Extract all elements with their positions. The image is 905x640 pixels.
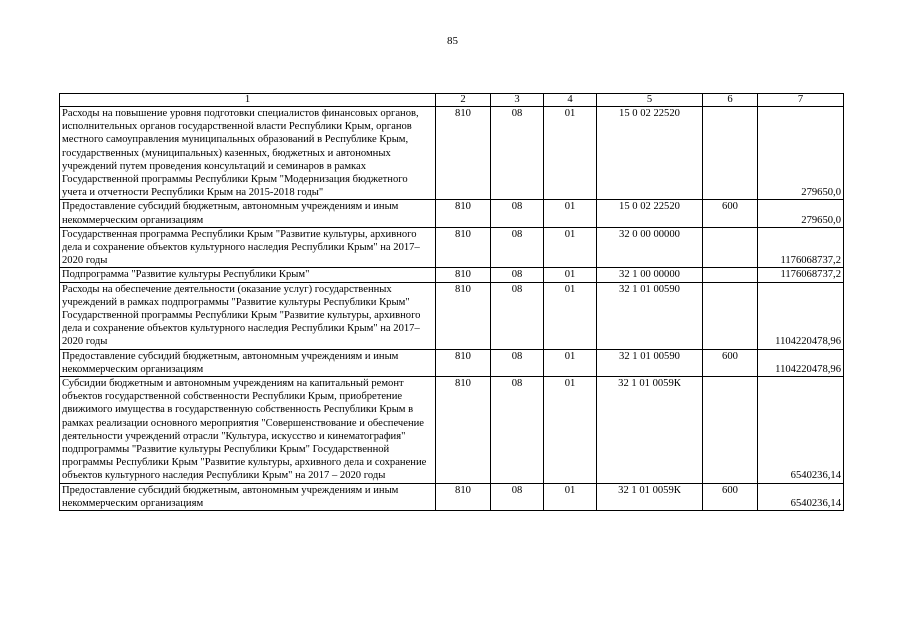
expense-name: Предоставление субсидий бюджетным, автономным учреждениям и иным некоммерческим организациям	[60, 483, 436, 510]
expense-name: Подпрограмма "Развитие культуры Республики Крым"	[60, 268, 436, 282]
expense-name: Предоставление субсидий бюджетным, автономным учреждениям и иным некоммерческим организациям	[60, 200, 436, 227]
column-header: 2	[436, 94, 491, 107]
column-header: 3	[491, 94, 544, 107]
amount: 279650,0	[758, 107, 844, 200]
table-row	[60, 349, 844, 376]
subsection-code: 01	[544, 282, 597, 349]
section-code: 08	[491, 268, 544, 282]
expense-type-code	[703, 227, 758, 268]
expense-type-code: 600	[703, 200, 758, 227]
budget-table	[59, 93, 844, 511]
table-row	[60, 377, 844, 484]
column-header: 5	[597, 94, 703, 107]
expense-name: Предоставление субсидий бюджетным, автономным учреждениям и иным некоммерческим организациям	[60, 349, 436, 376]
table-body	[60, 94, 844, 511]
amount: 6540236,14	[758, 483, 844, 510]
section-code: 08	[491, 377, 544, 484]
subsection-code: 01	[544, 483, 597, 510]
table-row	[60, 227, 844, 268]
ministry-code: 810	[436, 227, 491, 268]
section-code: 08	[491, 107, 544, 200]
expense-type-code	[703, 268, 758, 282]
ministry-code: 810	[436, 282, 491, 349]
target-article-code: 32 0 00 00000	[597, 227, 703, 268]
column-header: 1	[60, 94, 436, 107]
target-article-code: 15 0 02 22520	[597, 107, 703, 200]
section-code: 08	[491, 349, 544, 376]
amount: 1104220478,96	[758, 282, 844, 349]
page-number: 85	[447, 35, 458, 47]
ministry-code: 810	[436, 268, 491, 282]
section-code: 08	[491, 227, 544, 268]
ministry-code: 810	[436, 349, 491, 376]
subsection-code: 01	[544, 200, 597, 227]
amount: 6540236,14	[758, 377, 844, 484]
column-header: 4	[544, 94, 597, 107]
subsection-code: 01	[544, 268, 597, 282]
amount: 1176068737,2	[758, 227, 844, 268]
target-article-code: 15 0 02 22520	[597, 200, 703, 227]
header-row	[60, 94, 844, 107]
expense-type-code: 600	[703, 483, 758, 510]
table-row	[60, 107, 844, 200]
expense-name: Государственная программа Республики Крым "Развитие культуры, архивного дела и сохранение объектов культурного наследия Республики Крым" на 2017–2020 годы	[60, 227, 436, 268]
expense-name: Расходы на обеспечение деятельности (оказание услуг) государственных учреждений в рамках подпрограммы "Развитие культуры Республики Крым" Государственной программы Республики Крым "Развитие культуры, архивного дела и сохранение объектов культурного наследия Республики Крым" на 2017–2020 годы	[60, 282, 436, 349]
amount: 1176068737,2	[758, 268, 844, 282]
expense-type-code	[703, 282, 758, 349]
target-article-code: 32 1 00 00000	[597, 268, 703, 282]
expense-type-code: 600	[703, 349, 758, 376]
column-header: 6	[703, 94, 758, 107]
expense-type-code	[703, 377, 758, 484]
target-article-code: 32 1 01 00590	[597, 349, 703, 376]
table-row	[60, 268, 844, 282]
subsection-code: 01	[544, 107, 597, 200]
expense-name: Расходы на повышение уровня подготовки специалистов финансовых органов, исполнительных органов государственной власти Республики Крым, органов местного самоуправления муниципальных образований в Республике Крым, государственных (муниципальных) казенных, бюджетных и автономных учреждений путем проведения консультаций и семинаров в рамках Государственной программы Республики Крым "Модернизация бюджетного учета и отчетности Республики Крым на 2015-2018 годы"	[60, 107, 436, 200]
ministry-code: 810	[436, 107, 491, 200]
target-article-code: 32 1 01 00590	[597, 282, 703, 349]
ministry-code: 810	[436, 200, 491, 227]
section-code: 08	[491, 483, 544, 510]
target-article-code: 32 1 01 0059К	[597, 483, 703, 510]
section-code: 08	[491, 282, 544, 349]
ministry-code: 810	[436, 377, 491, 484]
subsection-code: 01	[544, 377, 597, 484]
expense-type-code	[703, 107, 758, 200]
table-row	[60, 200, 844, 227]
table-row	[60, 282, 844, 349]
amount: 1104220478,96	[758, 349, 844, 376]
column-header: 7	[758, 94, 844, 107]
section-code: 08	[491, 200, 544, 227]
amount: 279650,0	[758, 200, 844, 227]
table-row	[60, 483, 844, 510]
target-article-code: 32 1 01 0059К	[597, 377, 703, 484]
ministry-code: 810	[436, 483, 491, 510]
subsection-code: 01	[544, 227, 597, 268]
subsection-code: 01	[544, 349, 597, 376]
expense-name: Субсидии бюджетным и автономным учреждениям на капитальный ремонт объектов государственной собственности Республики Крым, приобретение движимого имущества в государственную собственность Республики Крым в рамках реализации основного мероприятия "Совершенствование и обеспечение деятельности учреждений отрасли "Культура, искусство и кинематография" подпрограммы "Развитие культуры Республики Крым" Государственной программы Республики Крым "Развитие культуры, архивного дела и сохранение объектов культурного наследия Республики Крым" на 2017 – 2020 годы	[60, 377, 436, 484]
